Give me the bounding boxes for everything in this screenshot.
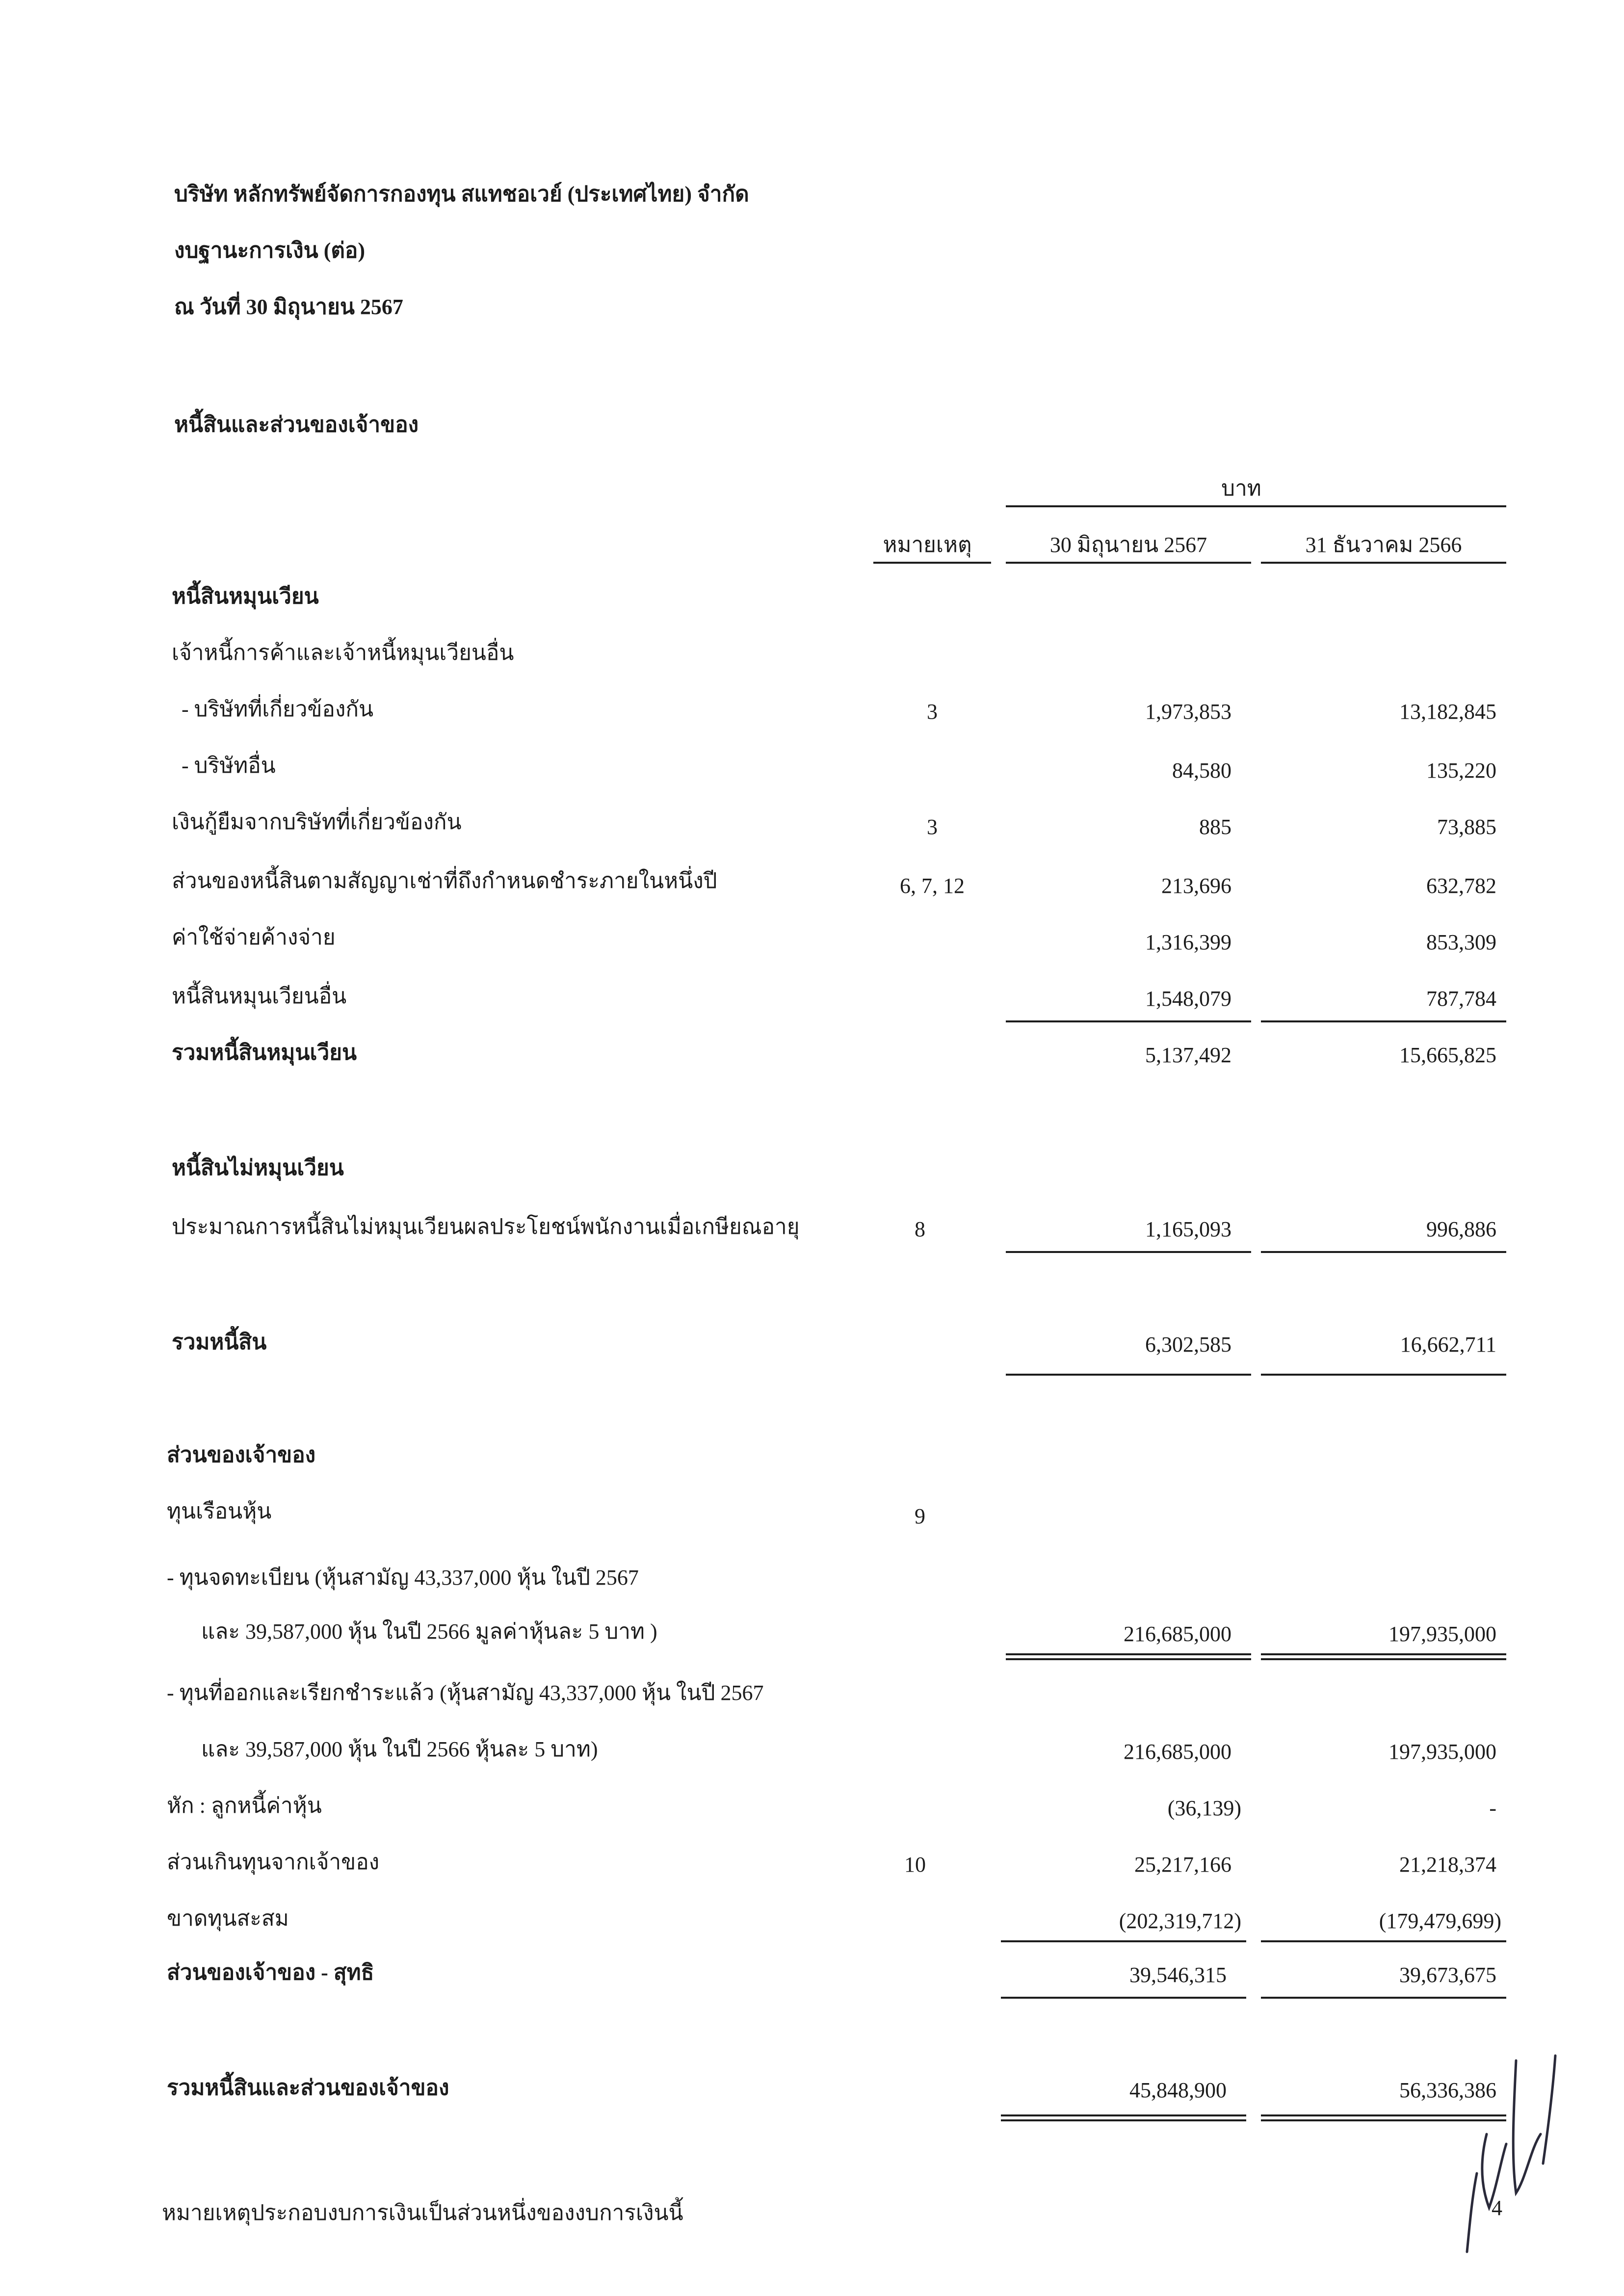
subtotal-rule bbox=[1261, 1997, 1506, 1999]
row-label: เงินกู้ยืมจากบริษัทที่เกี่ยวข้องกัน bbox=[172, 810, 462, 834]
row-current-value: (36,139) bbox=[1167, 1796, 1241, 1820]
row-label: และ 39,587,000 หุ้น ในปี 2566 หุ้นละ 5 บาท) bbox=[201, 1737, 598, 1761]
double-rule bbox=[1006, 1653, 1251, 1660]
unit-label: บาท bbox=[1221, 476, 1261, 500]
row-current-value: 1,548,079 bbox=[1145, 987, 1231, 1011]
row-prior-value: 996,886 bbox=[1426, 1217, 1496, 1241]
row-label: และ 39,587,000 หุ้น ในปี 2566 มูลค่าหุ้นละ 5 บาท ) bbox=[201, 1619, 657, 1644]
total-rule bbox=[1261, 1374, 1506, 1376]
non-current-liabilities-heading: หนี้สินไม่หมุนเวียน bbox=[172, 1156, 344, 1180]
prior-header-rule bbox=[1261, 562, 1506, 564]
row-label: ขาดทุนสะสม bbox=[167, 1906, 289, 1931]
net-equity-current: 39,546,315 bbox=[1129, 1963, 1227, 1987]
subtotal-rule bbox=[1261, 1940, 1506, 1942]
row-current-value: 213,696 bbox=[1161, 874, 1231, 898]
row-current-value: (202,319,712) bbox=[1119, 1909, 1241, 1933]
row-current-value: 25,217,166 bbox=[1134, 1852, 1231, 1877]
subtotal-rule bbox=[1006, 1020, 1251, 1022]
row-label: ส่วนเกินทุนจากเจ้าของ bbox=[167, 1850, 380, 1874]
subtotal-rule bbox=[1261, 1020, 1506, 1022]
paid-up-capital-prior: 197,935,000 bbox=[1388, 1740, 1496, 1764]
row-prior-value: 73,885 bbox=[1437, 815, 1496, 839]
double-rule bbox=[1001, 2114, 1246, 2121]
row-current-value: 885 bbox=[1199, 815, 1231, 839]
row-note: 3 bbox=[927, 700, 938, 724]
row-prior-value: 21,218,374 bbox=[1399, 1852, 1496, 1877]
total-liabilities-prior: 16,662,711 bbox=[1400, 1332, 1496, 1357]
total-liabilities-label: รวมหนี้สิน bbox=[172, 1330, 267, 1354]
total-current-liabilities-label: รวมหนี้สินหมุนเวียน bbox=[172, 1041, 357, 1065]
row-label: หัก : ลูกหนี้ค่าหุ้น bbox=[167, 1794, 322, 1818]
statement-date: ณ วันที่ 30 มิถุนายน 2567 bbox=[174, 295, 403, 319]
row-prior-value: 13,182,845 bbox=[1399, 700, 1496, 724]
row-note: 10 bbox=[904, 1852, 926, 1877]
section-title: หนี้สินและส่วนของเจ้าของ bbox=[174, 413, 419, 437]
row-current-value: 1,316,399 bbox=[1145, 930, 1231, 954]
subtotal-rule bbox=[1001, 1997, 1246, 1999]
row-label: - ทุนที่ออกและเรียกชำระแล้ว (หุ้นสามัญ 43,337,000 หุ้น ในปี 2567 bbox=[167, 1681, 764, 1705]
total-liabilities-current: 6,302,585 bbox=[1145, 1332, 1231, 1357]
note-column-header: หมายเหตุ bbox=[883, 533, 972, 557]
net-equity-prior: 39,673,675 bbox=[1399, 1963, 1496, 1987]
row-note: 8 bbox=[915, 1217, 925, 1241]
total-current-liabilities-current: 5,137,492 bbox=[1145, 1043, 1231, 1067]
row-label: ส่วนของหนี้สินตามสัญญาเช่าที่ถึงกำหนดชำระภายในหนึ่งปี bbox=[172, 869, 717, 893]
row-prior-value: - bbox=[1489, 1796, 1496, 1820]
total-current-liabilities-prior: 15,665,825 bbox=[1399, 1043, 1496, 1067]
row-label: เจ้าหนี้การค้าและเจ้าหนี้หมุนเวียนอื่น bbox=[172, 641, 514, 665]
row-label: - บริษัทอื่น bbox=[182, 754, 276, 778]
row-current-value: 84,580 bbox=[1172, 758, 1231, 783]
signature-mark bbox=[1442, 2051, 1580, 2257]
current-liabilities-heading: หนี้สินหมุนเวียน bbox=[172, 584, 319, 608]
row-prior-value: 787,784 bbox=[1426, 987, 1496, 1011]
prior-column-header: 31 ธันวาคม 2566 bbox=[1305, 533, 1462, 557]
subtotal-rule bbox=[1001, 1940, 1246, 1942]
registered-capital-prior: 197,935,000 bbox=[1388, 1622, 1496, 1646]
statement-title: งบฐานะการเงิน (ต่อ) bbox=[174, 238, 365, 262]
unit-rule bbox=[1006, 505, 1506, 507]
row-prior-value: 853,309 bbox=[1426, 930, 1496, 954]
row-label: - บริษัทที่เกี่ยวข้องกัน bbox=[182, 697, 374, 721]
footer-note: หมายเหตุประกอบงบการเงินเป็นส่วนหนึ่งของงบการเงินนี้ bbox=[162, 2201, 683, 2225]
row-label: หนี้สินหมุนเวียนอื่น bbox=[172, 984, 347, 1008]
net-equity-label: ส่วนของเจ้าของ - สุทธิ bbox=[167, 1960, 374, 1984]
row-label: - ทุนจดทะเบียน (หุ้นสามัญ 43,337,000 หุ้น ในปี 2567 bbox=[167, 1565, 639, 1590]
row-note: 3 bbox=[927, 815, 938, 839]
current-header-rule bbox=[1006, 562, 1251, 564]
page-number: 4 bbox=[1492, 2196, 1502, 2220]
note-header-rule bbox=[873, 562, 991, 564]
total-liabilities-and-equity-current: 45,848,900 bbox=[1129, 2078, 1227, 2102]
row-prior-value: 135,220 bbox=[1426, 758, 1496, 783]
row-note: 6, 7, 12 bbox=[900, 874, 965, 898]
total-liabilities-and-equity-prior: 56,336,386 bbox=[1399, 2078, 1496, 2102]
total-liabilities-and-equity-label: รวมหนี้สินและส่วนของเจ้าของ bbox=[167, 2076, 449, 2100]
row-label: ประมาณการหนี้สินไม่หมุนเวียนผลประโยชน์พนักงานเมื่อเกษียณอายุ bbox=[172, 1215, 800, 1239]
row-label: ค่าใช้จ่ายค้างจ่าย bbox=[172, 925, 336, 949]
row-label: ทุนเรือนหุ้น bbox=[167, 1499, 272, 1523]
company-name: บริษัท หลักทรัพย์จัดการกองทุน สแทชอเวย์ (ประเทศไทย) จำกัด bbox=[174, 182, 749, 206]
row-current-value: 1,973,853 bbox=[1145, 700, 1231, 724]
row-current-value: 1,165,093 bbox=[1145, 1217, 1231, 1241]
paid-up-capital-current: 216,685,000 bbox=[1124, 1740, 1231, 1764]
row-prior-value: 632,782 bbox=[1426, 874, 1496, 898]
double-rule bbox=[1261, 1653, 1506, 1660]
subtotal-rule bbox=[1261, 1251, 1506, 1253]
equity-heading: ส่วนของเจ้าของ bbox=[167, 1443, 316, 1467]
registered-capital-current: 216,685,000 bbox=[1124, 1622, 1231, 1646]
subtotal-rule bbox=[1006, 1251, 1251, 1253]
current-column-header: 30 มิถุนายน 2567 bbox=[1049, 533, 1207, 557]
total-rule bbox=[1006, 1374, 1251, 1376]
row-prior-value: (179,479,699) bbox=[1379, 1909, 1501, 1933]
row-note: 9 bbox=[915, 1504, 925, 1528]
